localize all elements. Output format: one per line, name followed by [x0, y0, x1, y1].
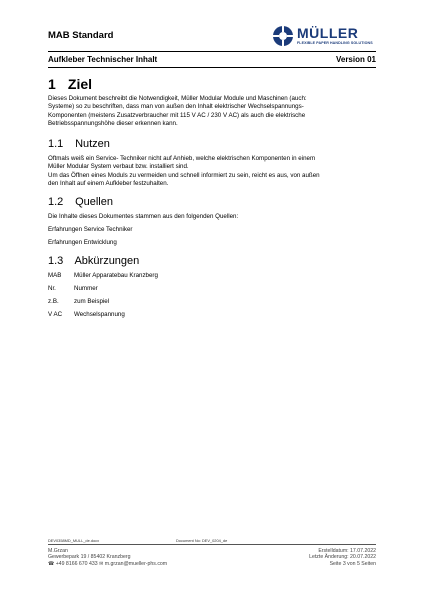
header-title: MAB Standard: [48, 30, 114, 41]
footer-address: Gewerbepark 19 / 85402 Kranzberg: [48, 554, 131, 561]
header-divider-bottom: [48, 67, 376, 68]
abbreviation-meaning: Müller Apparatebau Kranzberg: [74, 272, 158, 279]
section-heading-quellen: [48, 196, 113, 208]
text-line: Dieses Dokument beschreibt die Notwendigkeit, Müller Modular Module und Maschinen (auch:: [48, 95, 307, 102]
header-subtitle: Aufkleber Technischer Inhalt: [48, 55, 158, 64]
logo-wordmark: MÜLLER: [297, 25, 359, 41]
section-heading-abkuerzungen: [48, 255, 139, 267]
header-version: Version 01: [335, 55, 376, 64]
abbreviation-row: [48, 298, 109, 306]
paragraph-ziel: [48, 95, 378, 129]
abbreviation-meaning: zum Beispiel: [74, 298, 110, 305]
section-title: Abkürzungen: [74, 255, 140, 267]
footer-page-number: Seite 3 von 5 Seiten: [329, 560, 376, 567]
footer-meta: [309, 548, 376, 567]
abbreviation-row: [48, 285, 98, 293]
section-number: 1.3: [48, 255, 64, 267]
section-number: 1.1: [48, 138, 64, 150]
email-icon: ✉: [99, 560, 104, 567]
footer-phone-email-line: [48, 561, 167, 567]
abbreviation-row: [48, 311, 125, 319]
abbreviation-meaning: Nummer: [74, 285, 98, 292]
text-line: Müller Modular System verbaut bzw. installiert sind.: [48, 163, 189, 171]
footer-divider: [48, 544, 376, 545]
footer-document-number: Document No: DEV_0204_de: [176, 538, 228, 543]
company-logo: [272, 24, 378, 50]
footer-contact: [48, 548, 167, 567]
abbreviation-key: V AC: [48, 311, 63, 318]
abbreviation-key: MAB: [48, 272, 62, 279]
abbreviation-key: z.B.: [48, 298, 59, 305]
source-item: Erfahrungen Entwicklung: [48, 239, 117, 246]
text-line: Um das Öffnen eines Moduls zu vermeiden und schnell informiert zu sein, reicht es aus, von außen: [48, 171, 320, 179]
footer-email[interactable]: m.grzan@mueller-phs.com: [104, 560, 168, 567]
section-title: Ziel: [67, 76, 93, 92]
footer-filename: DEV0358MD_MULL_de.docx: [48, 538, 100, 543]
footer-changed-date: Letzte Änderung: 20.07.2022: [309, 554, 376, 561]
text-line: Systeme) so zu beschriften, dass man von außen den Inhalt elektrischer Wechselspannungs-: [48, 103, 304, 111]
section-number: 1: [48, 76, 56, 92]
phone-icon: ☎: [48, 560, 55, 567]
footer-phone: +49 8166 670 433: [55, 560, 98, 567]
text-line: Betriebsspannungshöhe dieser erkennen kann.: [48, 120, 178, 128]
abbreviation-row: [48, 272, 158, 280]
section-number: 1.2: [48, 196, 64, 208]
header-divider-top: [48, 51, 376, 52]
logo-tagline: FLEXIBLE PAPER HANDLING SOLUTIONS: [297, 41, 373, 45]
section-heading-ziel: [48, 76, 92, 92]
section-title: Nutzen: [75, 138, 110, 150]
section-heading-nutzen: [48, 138, 110, 150]
text-line: Oftmals weiß ein Service- Techniker nicht auf Anhieb, welche elektrischen Komponenten in einem: [48, 155, 316, 162]
paragraph-quellen-intro: Die Inhalte dieses Dokumentes stammen aus den folgenden Quellen:: [48, 213, 239, 220]
abbreviation-meaning: Wechselspannung: [74, 311, 125, 318]
footer-author: M.Grzan: [48, 548, 68, 554]
abbreviation-key: Nr.: [48, 285, 56, 292]
footer-created-date: Erstelldatum: 17.07.2022: [318, 548, 376, 554]
text-line: Komponenten (meistens Zusatzverbraucher mit 115 V AC / 230 V AC) als auch die elektrische: [48, 111, 306, 119]
text-line: den Inhalt auf einem Aufkleber festzuhalten.: [48, 180, 169, 188]
source-item: Erfahrungen Service Techniker: [48, 226, 133, 233]
section-title: Quellen: [75, 196, 113, 208]
logo-mark-icon: [272, 25, 294, 47]
paragraph-nutzen: [48, 155, 378, 189]
